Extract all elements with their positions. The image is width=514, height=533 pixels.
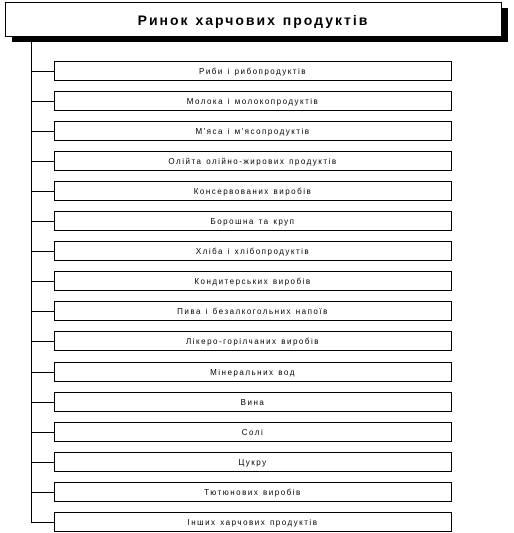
connector-line [31, 462, 54, 463]
category-node [31, 512, 452, 532]
category-box [54, 151, 452, 171]
category-label: Борошна та круп [210, 216, 296, 226]
category-node [31, 121, 452, 141]
connector-line [31, 372, 54, 373]
category-node [31, 151, 452, 171]
category-box [54, 61, 452, 81]
category-label: Солі [241, 427, 265, 437]
category-box [54, 392, 452, 412]
category-box [54, 271, 452, 291]
category-node [31, 91, 452, 111]
connector-line [31, 161, 54, 162]
category-node [31, 422, 452, 442]
diagram-title: Ринок харчових продуктів [137, 11, 370, 28]
category-node [31, 392, 452, 412]
category-node [31, 61, 452, 81]
connector-line [31, 432, 54, 433]
category-box [54, 211, 452, 231]
connector-line [31, 522, 54, 523]
connector-line [31, 101, 54, 102]
category-box [54, 301, 452, 321]
category-label: Цукру [238, 457, 268, 467]
category-node [31, 211, 452, 231]
category-label: Мінеральних вод [210, 367, 296, 377]
category-label: Лікеро-горілчаних виробів [186, 336, 320, 346]
category-node [31, 241, 452, 261]
category-node [31, 271, 452, 291]
category-box [54, 422, 452, 442]
connector-line [31, 191, 54, 192]
connector-line [31, 311, 54, 312]
category-box [54, 512, 452, 532]
category-label: Риби і рибопродуктів [198, 66, 308, 76]
category-box [54, 181, 452, 201]
category-node [31, 331, 452, 351]
category-node [31, 181, 452, 201]
category-node [31, 452, 452, 472]
connector-line [31, 341, 54, 342]
category-box [54, 121, 452, 141]
connector-line [31, 221, 54, 222]
connector-line [31, 281, 54, 282]
category-label: Хліба і хлібопродуктів [195, 246, 311, 256]
category-label: Пива і безалкогольних напоїв [177, 306, 329, 316]
category-label: Молока і молокопродуктів [186, 96, 320, 106]
category-label: Олійта олійно-жирових продуктів [168, 156, 338, 166]
category-box [54, 482, 452, 502]
category-node [31, 301, 452, 321]
category-box [54, 91, 452, 111]
category-node [31, 362, 452, 382]
category-box [54, 331, 452, 351]
connector-line [31, 131, 54, 132]
connector-line [31, 251, 54, 252]
category-box [54, 241, 452, 261]
category-label: Вина [240, 397, 266, 407]
category-label: Консервованих виробів [193, 186, 313, 196]
category-label: Кондитерських виробів [194, 276, 312, 286]
category-label: Тютюнових виробів [204, 487, 302, 497]
category-box [54, 362, 452, 382]
connector-line [31, 402, 54, 403]
connector-line [31, 492, 54, 493]
category-label: М'яса і м'ясопродуктів [195, 126, 311, 136]
connector-line [31, 71, 54, 72]
category-label: Інших харчових продуктів [187, 517, 319, 527]
category-box [54, 452, 452, 472]
category-node [31, 482, 452, 502]
